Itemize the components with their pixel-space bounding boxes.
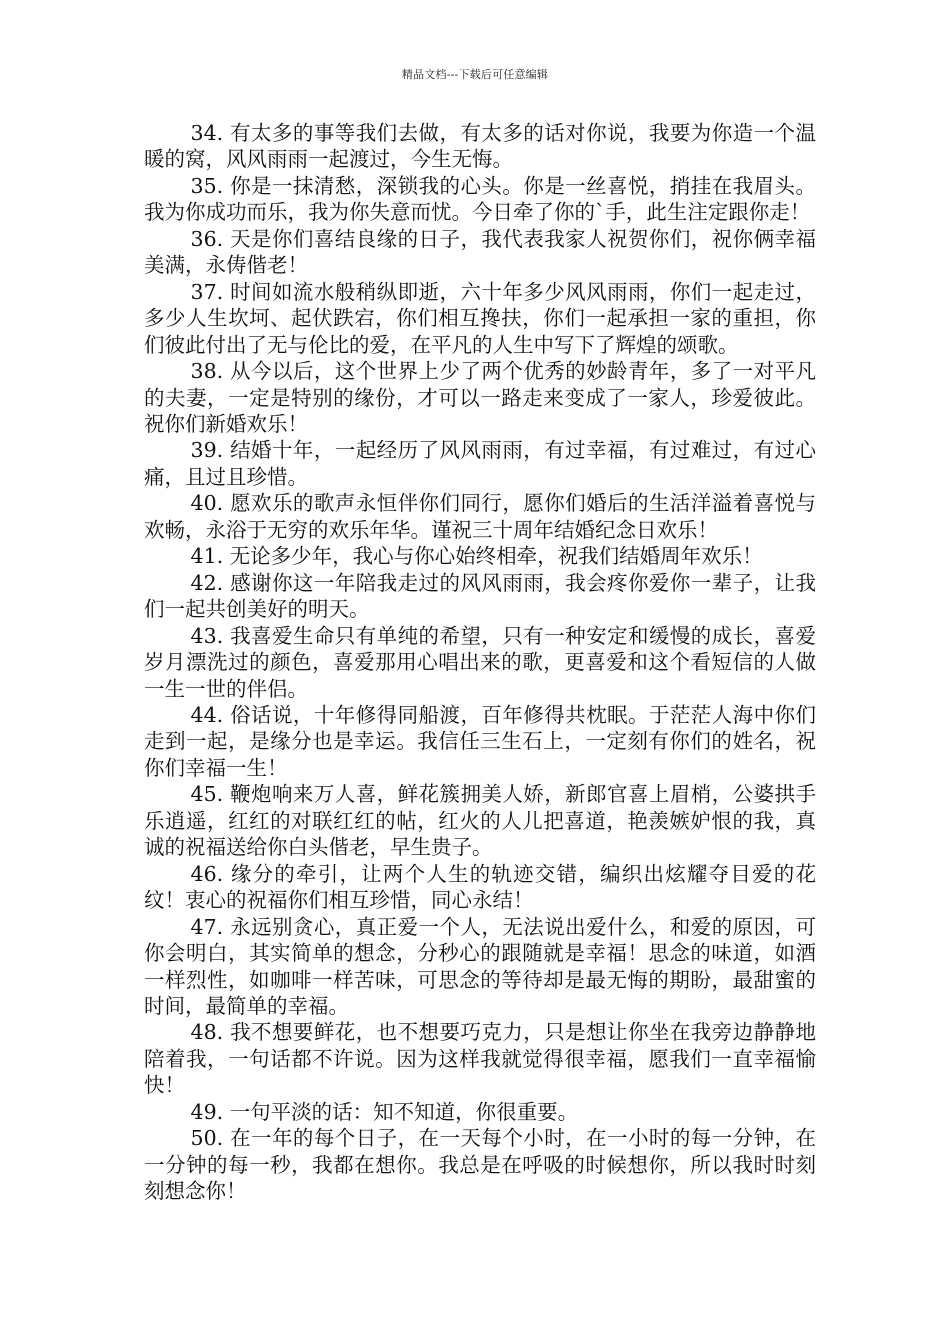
paragraph-49: 49. 一句平淡的话：知不知道，你很重要。 xyxy=(190,1099,579,1124)
paragraph-38: 38. 从今以后，这个世界上少了两个优秀的妙龄青年，多了一对平凡的夫妻，一定是特别的缘份，才可以一路走来变成了一家人，珍爱彼此。祝你们新婚欢乐！ xyxy=(144,359,816,436)
paragraph-45: 45. 鞭炮响来万人喜，鲜花簇拥美人娇，新郎官喜上眉梢，公婆拱手乐逍遥，红红的对联红红的帖，红火的人儿把喜道，艳羡嫉妒恨的我，真诚的祝福送给你白头偕老，早生贵子。 xyxy=(144,782,816,860)
paragraph-34: 34. 有太多的事等我们去做，有太多的话对你说，我要为你造一个温暖的窝，风风雨雨一起渡过，今生无悔。 xyxy=(144,121,816,172)
paragraph-44: 44. 俗话说，十年修得同船渡，百年修得共枕眠。于茫茫人海中你们走到一起，是缘分也是幸运。我信任三生石上，一定刻有你们的姓名，祝你们幸福一生！ xyxy=(144,702,816,780)
paragraph-47: 47. 永远别贪心，真正爱一个人，无法说出爱什么，和爱的原因，可你会明白，其实简单的想念，分秒心的跟随就是幸福！思念的味道，如酒一样烈性，如咖啡一样苦味，可思念的等待却是最无悔的期盼，最甜蜜的时间，最简单的幸福。 xyxy=(144,914,816,1018)
paragraph-42: 42. 感谢你这一年陪我走过的风风雨雨，我会疼你爱你一辈子，让我们一起共创美好的明天。 xyxy=(144,570,816,622)
paragraph-43: 43. 我喜爱生命只有单纯的希望，只有一种安定和缓慢的成长，喜爱岁月漂洗过的颜色，喜爱那用心唱出来的歌，更喜爱和这个看短信的人做一生一世的伴侣。 xyxy=(144,623,816,701)
page-header: 精品文档---下载后可任意编辑 xyxy=(401,68,549,81)
document-body xyxy=(144,120,816,1205)
paragraph-39: 39. 结婚十年，一起经历了风风雨雨，有过幸福，有过难过，有过心痛，且过且珍惜。 xyxy=(144,438,816,489)
paragraph-36: 36. 天是你们喜结良缘的日子，我代表我家人祝贺你们，祝你俩幸福美满，永俦偕老！ xyxy=(144,226,816,278)
paragraph-48: 48. 我不想要鲜花，也不想要巧克力，只是想让你坐在我旁边静静地陪着我，一句话都不许说。因为这样我就觉得很幸福，愿我们一直幸福愉快！ xyxy=(144,1020,816,1098)
paragraph-35: 35. 你是一抹清愁，深锁我的心头。你是一丝喜悦，捎挂在我眉头。我为你成功而乐，我为你失意而忧。今日牵了你的`手，此生注定跟你走！ xyxy=(144,173,816,225)
paragraph-40: 40. 愿欢乐的歌声永恒伴你们同行，愿你们婚后的生活洋溢着喜悦与欢畅，永浴于无穷的欢乐年华。谨祝三十周年结婚纪念日欢乐！ xyxy=(144,491,816,542)
paragraph-37: 37. 时间如流水般稍纵即逝，六十年多少风风雨雨，你们一起走过，多少人生坎坷、起伏跌宕，你们相互搀扶，你们一起承担一家的重担，你们彼此付出了无与伦比的爱，在平凡的人生中写下了辉煌的颂歌。 xyxy=(144,279,816,357)
paragraph-46: 46. 缘分的牵引，让两个人生的轨迹交错，编织出炫耀夺目爱的花纹！衷心的祝福你们相互珍惜，同心永结！ xyxy=(144,861,816,913)
paragraph-50: 50. 在一年的每个日子，在一天每个小时，在一小时的每一分钟，在一分钟的每一秒，我都在想你。我总是在呼吸的时候想你，所以我时时刻刻想念你！ xyxy=(144,1126,816,1204)
paragraph-41: 41. 无论多少年，我心与你心始终相牵，祝我们结婚周年欢乐！ xyxy=(190,544,763,569)
